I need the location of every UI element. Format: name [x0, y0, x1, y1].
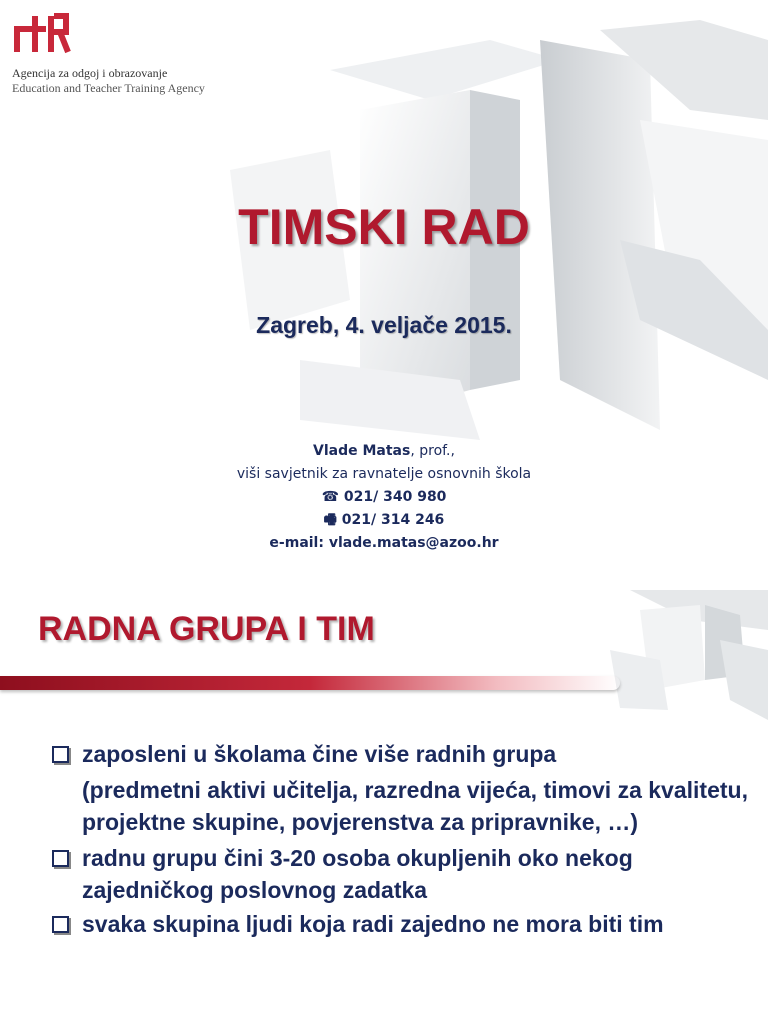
presenter-title: , prof., [410, 443, 455, 459]
presenter-line [0, 440, 768, 463]
bullet-list [50, 738, 750, 942]
agency-name-en: Education and Teacher Training Agency [12, 81, 205, 95]
agency-name-hr: Agencija za odgoj i obrazovanje [12, 66, 168, 80]
list-item [50, 842, 750, 906]
checkbox-bullet-icon [52, 916, 69, 933]
list-item [50, 908, 750, 940]
bullet-text: zaposleni u školama čine više radnih grupa [82, 741, 557, 767]
email-line: e-mail: vlade.matas@azoo.hr [269, 535, 499, 551]
fax-icon: 🖷 [323, 512, 337, 528]
checkbox-bullet-icon [52, 746, 69, 763]
telephone-icon: ☎ [321, 489, 340, 505]
slide-title: TIMSKI RAD [238, 199, 530, 255]
title-underline-bar [0, 676, 620, 690]
checkbox-bullet-icon [52, 850, 69, 867]
bullet-subtext: (predmetni aktivi učitelja, razredna vijeća, timovi za kvalitetu, projektne skupine, povjerenstva za pripravnike, …) [82, 777, 748, 835]
fax-line [0, 509, 768, 532]
slide-title: RADNA GRUPA I TIM [38, 610, 375, 648]
content-slide [0, 590, 768, 1024]
phone-number: 021/ 340 980 [343, 489, 447, 505]
presenter-role: viši savjetnik za ravnatelje osnovnih škola [236, 466, 532, 482]
agency-logo [12, 12, 72, 54]
phone-line [0, 486, 768, 509]
contact-block [0, 440, 768, 555]
fax-number: 021/ 314 246 [341, 512, 445, 528]
presenter-name: Vlade Matas [313, 443, 411, 459]
bullet-text: svaka skupina ljudi koja radi zajedno ne mora biti tim [82, 911, 664, 937]
agency-name [12, 66, 205, 96]
bullet-text: radnu grupu čini 3-20 osoba okupljenih oko nekog zajedničkog poslovnog zadatka [82, 845, 633, 903]
list-item [50, 738, 750, 770]
presentation-date: Zagreb, 4. veljače 2015. [256, 312, 512, 338]
